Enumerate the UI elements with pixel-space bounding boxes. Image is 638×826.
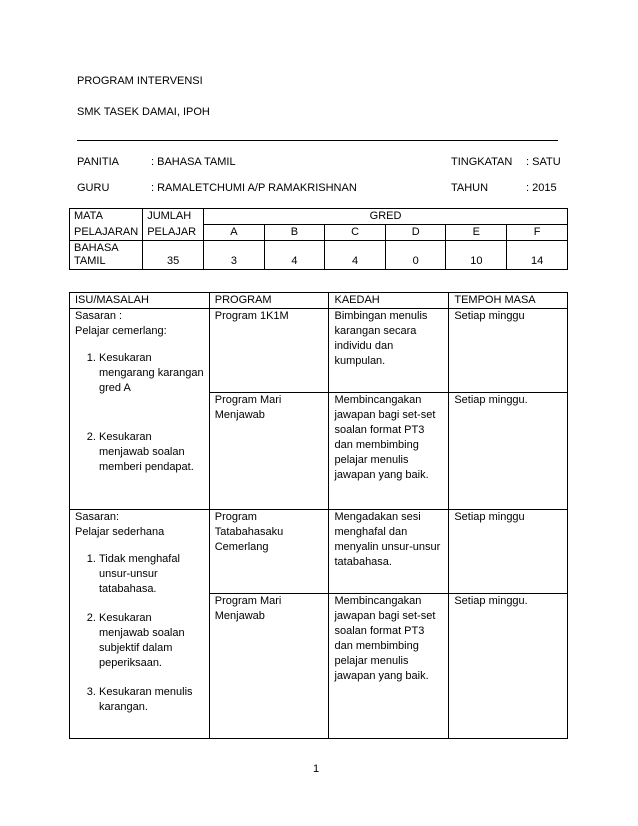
tahun-label: TAHUN xyxy=(451,182,489,194)
section-2-program-1: Program Tatabahasaku Cemerlang xyxy=(209,510,329,594)
header-divider xyxy=(77,140,558,141)
grade-data-row xyxy=(70,241,568,270)
grade-d: D xyxy=(385,225,446,241)
tempoh-header: TEMPOH MASA xyxy=(449,293,568,309)
grade-header-row xyxy=(70,209,568,225)
mata-header: MATA xyxy=(70,209,143,225)
grade-e: E xyxy=(446,225,507,241)
section-1-item-2: 2. Kesukaran menjawab soalan memberi pendapat. xyxy=(99,430,204,475)
program-header: PROGRAM xyxy=(209,293,329,309)
grade-a: A xyxy=(204,225,265,241)
panitia-value: : BAHASA TAMIL xyxy=(151,156,236,168)
section-2-isu xyxy=(70,510,210,739)
count-d: 0 xyxy=(385,241,446,270)
grade-c: C xyxy=(325,225,386,241)
count-e: 10 xyxy=(446,241,507,270)
section-2-tempoh-2: Setiap minggu. xyxy=(449,594,568,739)
section-2-item-2: 2. Kesukaran menjawab soalan subjektif dalam peperiksaan. xyxy=(99,611,204,671)
plan-table xyxy=(69,292,568,739)
section-1-isu xyxy=(70,309,210,510)
section-2-sasaran: Sasaran: xyxy=(75,511,120,523)
page-number: 1 xyxy=(313,763,320,775)
panitia-label: PANITIA xyxy=(77,156,119,168)
school-name: SMK TASEK DAMAI, IPOH xyxy=(77,106,210,118)
section-1-sasaran: Sasaran : xyxy=(75,310,123,322)
subject-line-1: BAHASA xyxy=(74,242,119,254)
section-2-kaedah-2: Membincangakan jawapan bagi set-set soalan format PT3 dan membimbing pelajar menulis jawapan yang baik. xyxy=(329,594,449,739)
mata-header-2: PELAJARAN xyxy=(70,225,143,241)
tingkatan-label: TINGKATAN xyxy=(451,156,513,168)
guru-value: : RAMALETCHUMI A/P RAMAKRISHNAN xyxy=(151,182,357,194)
jumlah-cell: 35 xyxy=(143,241,204,270)
section-1-item-1: 1. Kesukaran mengarang karangan gred A xyxy=(99,351,204,396)
section-2-kaedah-1: Mengadakan sesi menghafal dan menyalin unsur-unsur tatabahasa. xyxy=(329,510,449,594)
kaedah-header: KAEDAH xyxy=(329,293,449,309)
jumlah-header-2: PELAJAR xyxy=(143,225,204,241)
gred-header: GRED xyxy=(204,209,568,225)
subject-cell xyxy=(70,241,143,270)
grade-f: F xyxy=(507,225,568,241)
section-1-program-1: Program 1K1M xyxy=(209,309,329,393)
section-1-kaedah-2: Membincangakan jawapan bagi set-set soalan format PT3 dan membimbing pelajar menulis jawapan yang baik. xyxy=(329,393,449,510)
section-2-item-1: 1. Tidak menghafal unsur-unsur tatabahasa. xyxy=(99,552,204,597)
isu-header: ISU/MASALAH xyxy=(70,293,210,309)
count-c: 4 xyxy=(325,241,386,270)
count-b: 4 xyxy=(264,241,325,270)
section-1-row-a xyxy=(70,309,568,393)
section-1-tempoh-2: Setiap minggu. xyxy=(449,393,568,510)
tahun-value: : 2015 xyxy=(526,182,557,194)
section-2-group: Pelajar sederhana xyxy=(75,526,165,538)
count-f: 14 xyxy=(507,241,568,270)
section-1-list xyxy=(75,351,204,475)
jumlah-header: JUMLAH xyxy=(143,209,204,225)
grade-letters-row xyxy=(70,225,568,241)
tingkatan-value: : SATU xyxy=(526,156,561,168)
section-1-tempoh-1: Setiap minggu xyxy=(449,309,568,393)
section-2-tempoh-1: Setiap minggu xyxy=(449,510,568,594)
grade-b: B xyxy=(264,225,325,241)
section-2-list xyxy=(75,552,204,715)
grade-table xyxy=(69,208,568,270)
section-1-program-2: Program Mari Menjawab xyxy=(209,393,329,510)
section-2-item-3: 3. Kesukaran menulis karangan. xyxy=(99,685,204,715)
plan-header-row xyxy=(70,293,568,309)
count-a: 3 xyxy=(204,241,265,270)
section-1-group: Pelajar cemerlang: xyxy=(75,325,167,337)
section-2-program-2: Program Mari Menjawab xyxy=(209,594,329,739)
guru-label: GURU xyxy=(77,182,110,194)
section-1-kaedah-1: Bimbingan menulis karangan secara individu dan kumpulan. xyxy=(329,309,449,393)
section-2-row-a xyxy=(70,510,568,594)
subject-line-2: TAMIL xyxy=(74,255,106,267)
document-title: PROGRAM INTERVENSI xyxy=(77,75,203,87)
